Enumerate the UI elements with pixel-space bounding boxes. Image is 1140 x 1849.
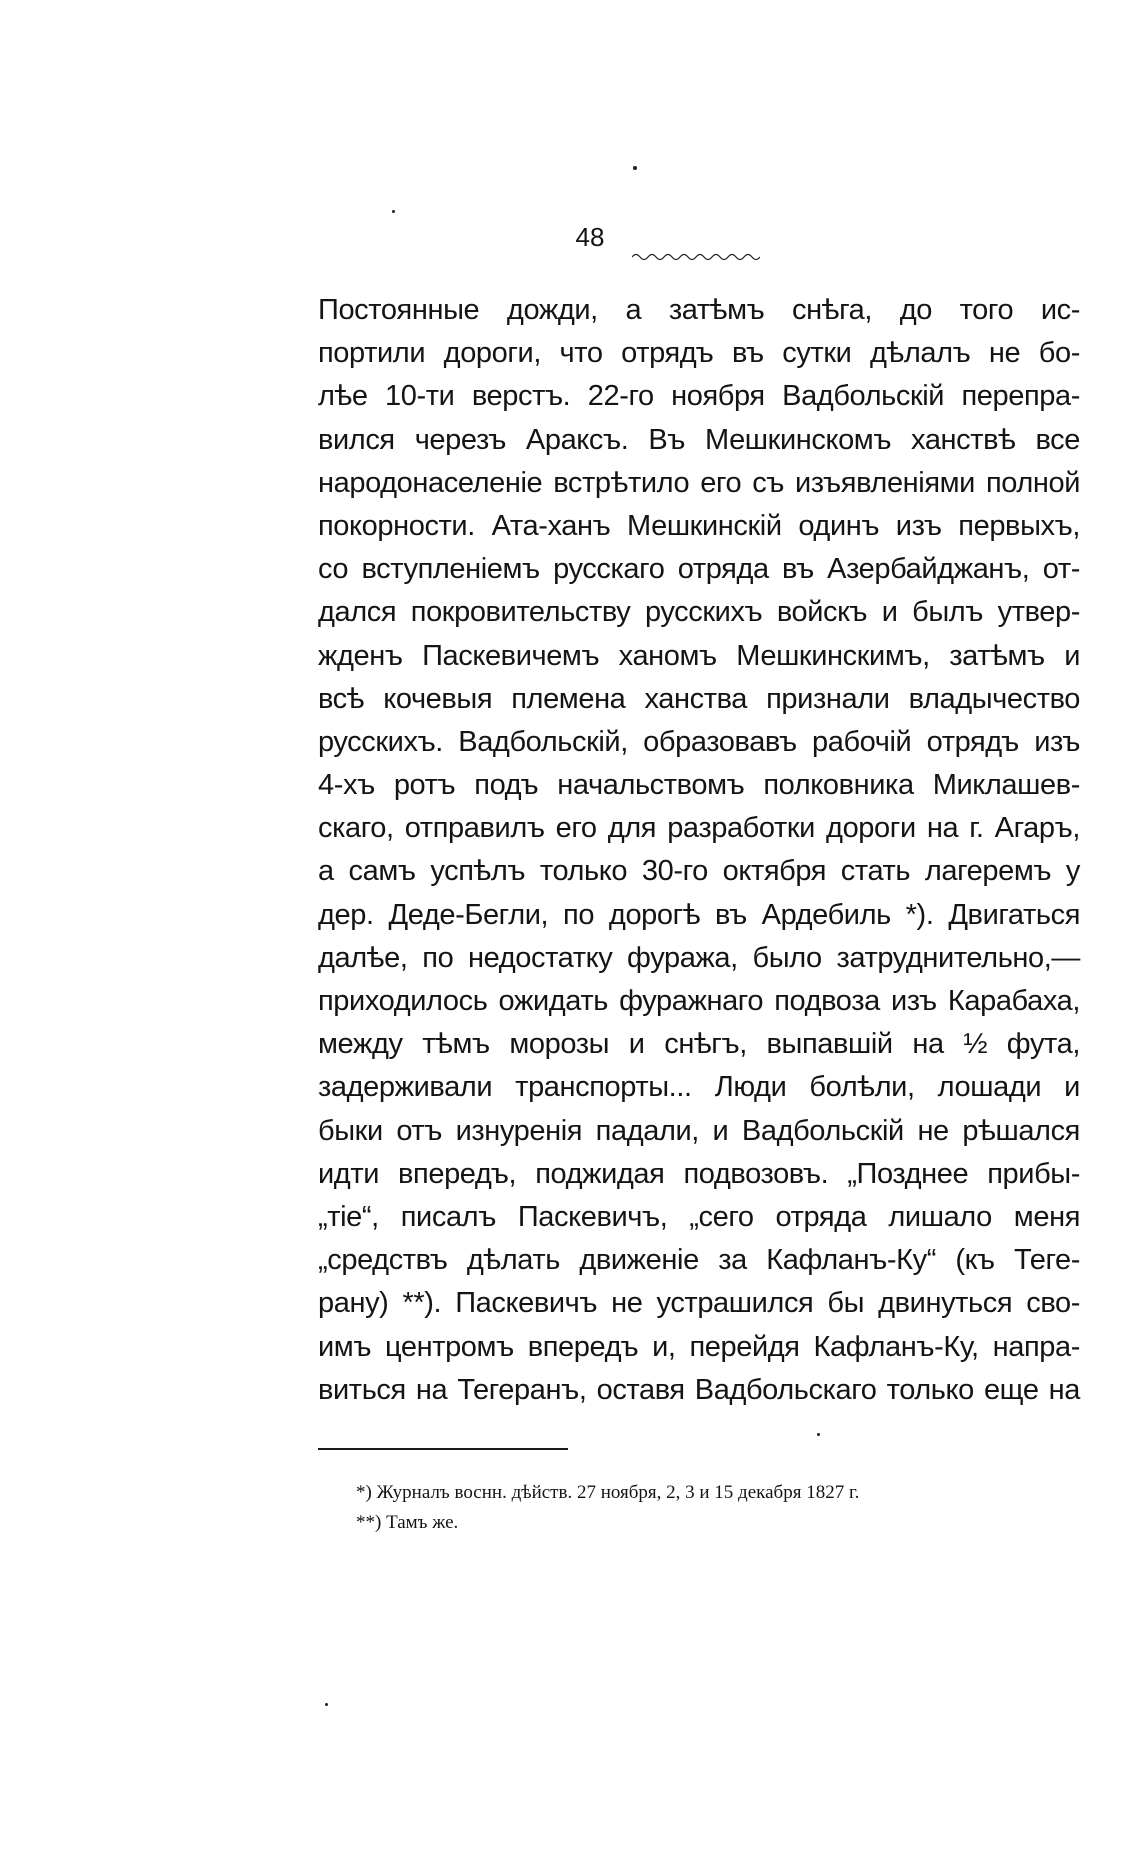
text-line: дер. Деде-Бегли, по дорогѣ въ Ардебиль *). Двигаться [318, 898, 1080, 931]
text-line: быки отъ изнуренія падали, и Вадбольскій не рѣшался [318, 1114, 1080, 1147]
text-line: приходилось ожидать фуражнаго подвоза изъ Карабаха, [318, 985, 1080, 1017]
text-line: далѣе, по недостатку фуража, было затруднительно,— [318, 941, 1080, 974]
footnote-divider [318, 1448, 568, 1450]
text-line: дался покровительству русскихъ войскъ и былъ утвер- [318, 596, 1080, 629]
scan-speck [325, 1703, 328, 1706]
wavy-ornament-icon [632, 252, 760, 262]
text-line: 4-хъ ротъ подъ начальствомъ полковника Миклашев- [318, 769, 1080, 802]
text-line: идти впередъ, поджидая подвозовъ. „Позднее прибы- [318, 1157, 1080, 1190]
text-line: вился черезъ Араксъ. Въ Мешкинскомъ ханствѣ все [318, 423, 1080, 456]
text-line: русскихъ. Вадбольскій, образовавъ рабочій отрядъ изъ [318, 725, 1080, 758]
text-line: портили дороги, что отрядъ въ сутки дѣлалъ не бо- [318, 337, 1080, 370]
text-line: скаго, отправилъ его для разработки дороги на г. Агаръ, [318, 812, 1080, 845]
text-line: между тѣмъ морозы и снѣгъ, выпавшій на ½ фута, [318, 1028, 1080, 1061]
text-line: „средствъ дѣлать движеніе за Кафланъ-Ку“ (къ Теге- [318, 1244, 1080, 1277]
scan-speck [817, 1433, 820, 1436]
text-line: лѣе 10-ти верстъ. 22-го ноября Вадбольскій перепра- [318, 380, 1080, 413]
text-line: народонаселеніе встрѣтило его съ изъявленіями полной [318, 466, 1080, 499]
text-line: покорности. Ата-ханъ Мешкинскій одинъ изъ первыхъ, [318, 509, 1080, 542]
body-text [318, 289, 1080, 1412]
text-line: „тіе“, писалъ Паскевичъ, „сего отряда лишало меня [318, 1200, 1080, 1233]
scan-speck [633, 166, 637, 170]
text-line: задерживали транспорты... Люди болѣли, лошади и [318, 1071, 1080, 1104]
text-line: всѣ кочевыя племена ханства признали владычество [318, 682, 1080, 715]
text-line: со вступленіемъ русскаго отряда въ Азербайджанъ, от- [318, 553, 1080, 586]
footnote: *) Журналъ воснн. дѣйств. 27 ноября, 2, 3 и 15 декабря 1827 г. [356, 1482, 860, 1503]
text-line: рану) **). Паскевичъ не устрашился бы двинуться сво- [318, 1287, 1080, 1320]
footnote: **) Тамъ же. [356, 1512, 459, 1533]
footnotes [356, 1478, 1056, 1538]
text-line: а самъ успѣлъ только 30-го октября стать лагеремъ у [318, 855, 1080, 888]
page-number: 48 [575, 222, 605, 252]
scan-speck [392, 210, 395, 213]
text-line: жденъ Паскевичемъ ханомъ Мешкинскимъ, затѣмъ и [318, 639, 1080, 672]
text-line: виться на Тегеранъ, оставя Вадбольскаго только еще на [318, 1373, 1080, 1406]
text-line: Постоянные дожди, а затѣмъ снѣга, до того ис- [318, 294, 1080, 326]
text-line: имъ центромъ впередъ и, перейдя Кафланъ-Ку, напра- [318, 1330, 1080, 1363]
